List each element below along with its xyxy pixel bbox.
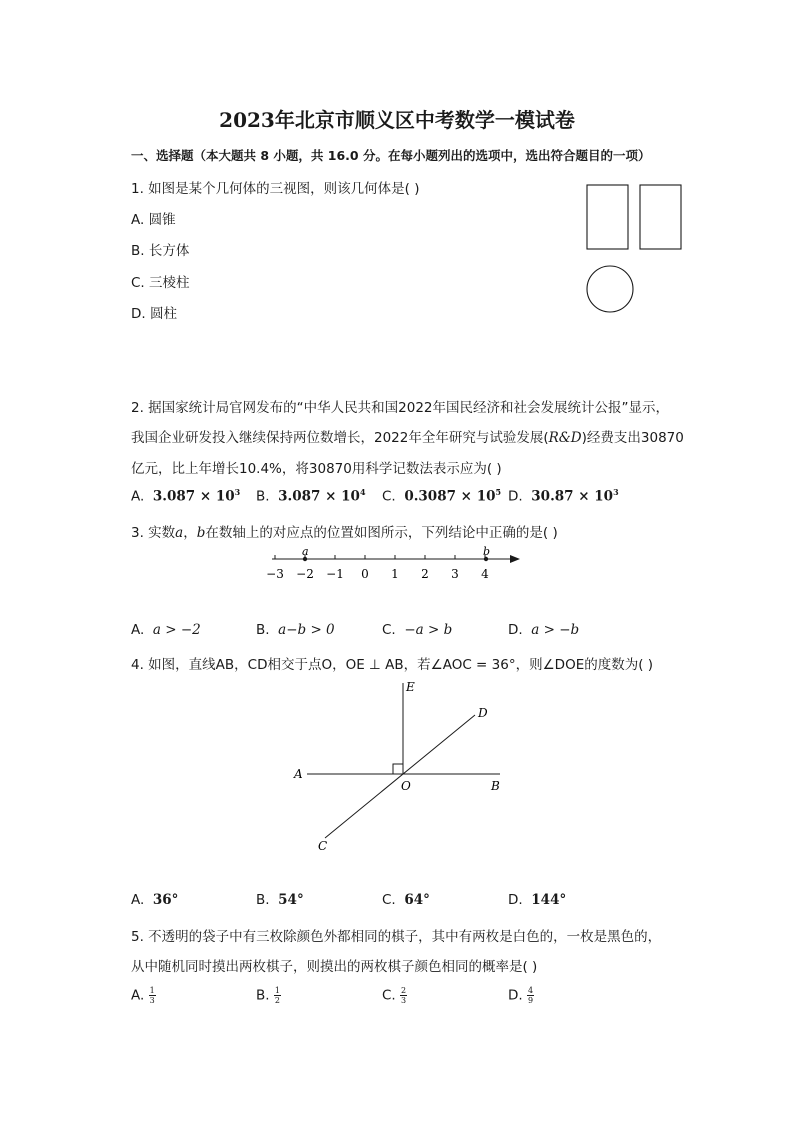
option-exponent: 3 [613, 487, 619, 497]
option-letter: C. [382, 892, 396, 908]
option-exponent: 5 [495, 487, 502, 497]
number-line-tick-label: 0 [361, 567, 369, 581]
option-letter: B. [256, 488, 270, 505]
option-value: 3.087 × 10 [278, 488, 360, 505]
q3-var-b: b [196, 525, 206, 541]
q4-option-d [508, 892, 566, 908]
side-view-rect [640, 185, 681, 249]
q4-stem: 4. 如图，直线AB，CD相交于点O，OE ⊥ AB，若∠AOC = 36°，则∠DOE的度数为( ) [131, 657, 654, 673]
number-line-tick-label: 3 [451, 567, 459, 581]
point-b-label: b [483, 545, 491, 558]
option-letter: D. [508, 488, 523, 505]
q3-option-d [508, 622, 579, 638]
option-value: a−b > 0 [278, 622, 335, 638]
q5-option-c [382, 986, 407, 1005]
three-view-figure [580, 180, 690, 315]
option-letter: C. [382, 488, 396, 505]
q2-option-b [256, 487, 366, 505]
option-letter: A. [131, 622, 145, 638]
q1-option-a: A. 圆锥 [131, 212, 176, 228]
number-line-tick-label: −3 [266, 567, 284, 581]
q2-line2-part3: )经费支出30870 [581, 430, 684, 446]
number-line-tick-labels [266, 567, 489, 581]
option-value: 36° [152, 892, 179, 908]
q3-stem [131, 521, 558, 541]
label-c: C [318, 839, 328, 853]
option-letter: C. [382, 622, 396, 638]
option-exponent: 3 [234, 487, 241, 497]
q5-option-b [256, 986, 281, 1005]
q5-line2: 从中随机同时摸出两枚棋子，则摸出的两枚棋子颜色相同的概率是( ) [131, 959, 538, 975]
q2-rd: R&D [548, 430, 582, 446]
q3-stem-part3: 在数轴上的对应点的位置如图所示，下列结论中正确的是( ) [205, 525, 558, 541]
q4-option-b [256, 892, 304, 908]
q2-option-d [508, 487, 619, 505]
q2-line3: 亿元，比上年增长10.4%，将30870用科学记数法表示应为( ) [131, 461, 502, 477]
number-line-tick-label: 2 [421, 567, 429, 581]
fraction-denominator: 9 [527, 996, 534, 1005]
number-line-tick-label: 4 [481, 567, 489, 581]
option-letter: A. [131, 892, 145, 908]
option-value: 0.3087 × 10 [404, 488, 496, 505]
q3-option-a [131, 622, 201, 638]
label-b: B [491, 779, 500, 793]
fraction-numerator: 1 [274, 986, 280, 995]
q1-option-c: C. 三棱柱 [131, 275, 190, 291]
option-letter: C. [382, 987, 396, 1004]
q5-option-a [131, 986, 156, 1005]
fraction-numerator: 4 [527, 986, 534, 995]
option-value: 30.87 × 10 [531, 488, 614, 505]
option-letter: D. [508, 987, 523, 1004]
option-letter: D. [508, 892, 523, 908]
option-value: a > −b [531, 622, 580, 638]
fraction [149, 986, 156, 1005]
q2-line2 [131, 426, 684, 446]
label-e: E [406, 680, 415, 694]
option-letter: A. [131, 987, 145, 1004]
number-line-tick-label: −2 [296, 567, 314, 581]
option-value: 144° [531, 892, 567, 908]
fraction [274, 986, 281, 1005]
q4-option-c [382, 892, 430, 908]
top-view-circle [587, 266, 633, 312]
fraction [400, 986, 407, 1005]
q2-option-a [131, 487, 240, 505]
q5-option-d [508, 986, 534, 1005]
option-letter: B. [256, 622, 270, 638]
option-value: 3.087 × 10 [152, 488, 235, 505]
option-value: 54° [278, 892, 304, 908]
option-letter: B. [256, 892, 270, 908]
fraction-denominator: 3 [401, 996, 407, 1005]
fraction-numerator: 2 [401, 986, 407, 995]
option-value: −a > b [404, 622, 453, 638]
q2-line1: 2. 据国家统计局官网发布的“中华人民共和国2022年国民经济和社会发展统计公报”显示， [131, 400, 670, 416]
q3-var-a: a [175, 525, 184, 541]
page-title: 2023年北京市顺义区中考数学一模试卷 [219, 108, 575, 132]
line-cd [325, 715, 475, 838]
q3-stem-part1: 3. 实数 [131, 525, 176, 541]
fraction-numerator: 1 [149, 986, 155, 995]
number-line-arrow [510, 555, 520, 563]
option-letter: D. [508, 622, 523, 638]
intersecting-lines-figure [285, 675, 510, 860]
q2-line2-part1: 我国企业研发投入继续保持两位数增长，2022年全年研究与试验发展( [131, 430, 549, 446]
fraction-denominator: 2 [274, 996, 280, 1005]
number-line-tick-label: −1 [326, 567, 344, 581]
q3-stem-part2: ， [183, 525, 197, 541]
option-value: 64° [404, 892, 430, 908]
label-a: A [294, 767, 303, 781]
fraction-denominator: 3 [149, 996, 155, 1005]
q2-option-c [382, 487, 501, 505]
label-d: D [478, 706, 488, 720]
front-view-rect [587, 185, 628, 249]
q1-option-d: D. 圆柱 [131, 306, 177, 322]
number-line [266, 545, 526, 585]
option-letter: B. [256, 987, 270, 1004]
number-line-tick-label: 1 [391, 567, 399, 581]
label-o: O [401, 779, 411, 793]
option-value: a > −2 [152, 622, 201, 638]
q4-option-a [131, 892, 178, 908]
fraction [527, 986, 534, 1005]
point-a-label: a [302, 545, 309, 558]
option-exponent: 4 [359, 487, 366, 497]
section-heading: 一、选择题（本大题共 8 小题，共 16.0 分。在每小题列出的选项中，选出符合题目的一项） [131, 148, 651, 163]
right-angle-mark [393, 764, 403, 774]
q1-stem: 1. 如图是某个几何体的三视图，则该几何体是( ) [131, 181, 420, 197]
q3-option-c [382, 622, 452, 638]
q3-option-b [256, 622, 335, 638]
option-letter: A. [131, 488, 145, 505]
q1-option-b: B. 长方体 [131, 243, 190, 259]
q5-line1: 5. 不透明的袋子中有三枚除颜色外都相同的棋子，其中有两枚是白色的，一枚是黑色的， [131, 929, 662, 945]
